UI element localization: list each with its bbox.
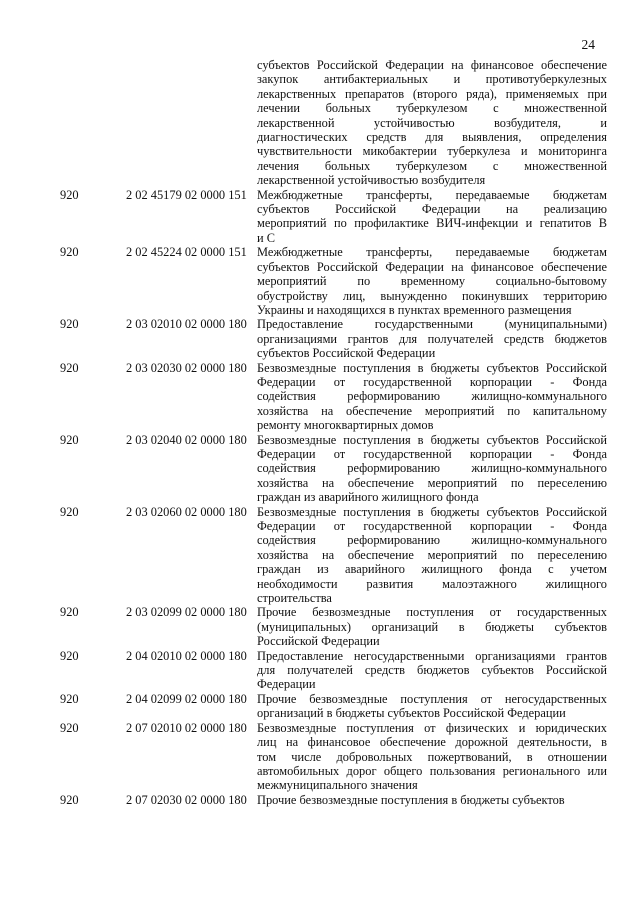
description-line: Прочие безвозмездные поступления от негосударственных bbox=[257, 691, 607, 706]
budget-classification-code: 2 04 02010 02 0000 180 bbox=[126, 648, 247, 663]
revenue-description bbox=[257, 188, 607, 246]
description-line: субъектов Российской Федерации на финансовое обеспечение bbox=[257, 259, 607, 274]
description-line: Российской Федерации bbox=[257, 634, 380, 649]
table-row bbox=[0, 188, 640, 246]
description-line: Предоставление государственными (муниципальными) bbox=[257, 317, 607, 332]
table-row bbox=[0, 317, 640, 360]
description-line: Безвозмездные поступления в бюджеты субъектов Российской bbox=[257, 504, 607, 519]
description-line: ремонту многоквартирных домов bbox=[257, 418, 434, 433]
description-line: закупок антибактериальных и противотуберкулезных bbox=[257, 72, 607, 87]
budget-classification-code: 2 03 02099 02 0000 180 bbox=[126, 605, 247, 620]
revenue-description bbox=[257, 433, 607, 505]
revenue-description bbox=[257, 721, 607, 793]
description-line: лечения больных туберкулезом с множественной bbox=[257, 158, 607, 173]
page-number: 24 bbox=[581, 37, 595, 52]
table-row bbox=[0, 433, 640, 505]
description-line: Межбюджетные трансферты, передаваемые бюджетам bbox=[257, 187, 607, 202]
description-line: и С bbox=[257, 230, 275, 245]
description-line: мероприятий по временному социально-бытовому bbox=[257, 274, 607, 289]
budget-classification-code: 2 02 45179 02 0000 151 bbox=[126, 187, 247, 202]
description-line: для получателей средств бюджетов субъектов Российской bbox=[257, 663, 607, 678]
description-line: том числе добровольных пожертвований, в отношении bbox=[257, 749, 607, 764]
table-row bbox=[0, 361, 640, 433]
description-line: Предоставление негосударственными организациями грантов bbox=[257, 648, 607, 663]
description-line: содействия реформированию жилищно-коммунального bbox=[257, 389, 607, 404]
budget-code-table bbox=[0, 58, 640, 807]
revenue-description bbox=[257, 361, 607, 433]
description-line: Безвозмездные поступления в бюджеты субъектов Российской bbox=[257, 432, 607, 447]
description-line: лиц на финансовое обеспечение дорожной деятельности, в bbox=[257, 735, 607, 750]
description-line: (муниципальных) организаций в бюджеты субъектов bbox=[257, 619, 607, 634]
description-line: Прочие безвозмездные поступления в бюджеты субъектов bbox=[257, 792, 565, 807]
revenue-description bbox=[257, 317, 607, 360]
revenue-description bbox=[257, 793, 607, 807]
table-row bbox=[0, 793, 640, 807]
budget-classification-code: 2 07 02030 02 0000 180 bbox=[126, 792, 247, 807]
description-line: Федерации от государственной корпорации - Фонда bbox=[257, 446, 607, 461]
table-row bbox=[0, 605, 640, 648]
description-line: Безвозмездные поступления от физических и юридических bbox=[257, 720, 607, 735]
description-line: лекарственной устойчивостью возбудителя bbox=[257, 173, 486, 188]
description-line: субъектов Российской Федерации на финансовое обеспечение bbox=[257, 58, 607, 72]
admin-code: 920 bbox=[60, 691, 79, 706]
budget-classification-code: 2 03 02030 02 0000 180 bbox=[126, 360, 247, 375]
admin-code: 920 bbox=[60, 605, 79, 620]
admin-code: 920 bbox=[60, 792, 79, 807]
description-line: лекарственных препаратов (второго ряда), применяемых при bbox=[257, 86, 607, 101]
table-row bbox=[0, 721, 640, 793]
revenue-description bbox=[257, 505, 607, 606]
admin-code: 920 bbox=[60, 504, 79, 519]
budget-classification-code: 2 03 02010 02 0000 180 bbox=[126, 317, 247, 332]
description-line: Федерации от государственной корпорации - Фонда bbox=[257, 519, 607, 533]
description-line: автомобильных дорог общего пользования регионального или bbox=[257, 763, 607, 778]
budget-classification-code: 2 07 02010 02 0000 180 bbox=[126, 720, 247, 735]
budget-classification-code: 2 02 45224 02 0000 151 bbox=[126, 245, 247, 260]
description-line: Прочие безвозмездные поступления от государственных bbox=[257, 605, 607, 620]
description-line: содействия реформированию жилищно-коммунального bbox=[257, 533, 607, 548]
description-line: необходимости развития малоэтажного жилищного bbox=[257, 576, 607, 591]
admin-code: 920 bbox=[60, 360, 79, 375]
table-row bbox=[0, 649, 640, 692]
description-line: обустройству лиц, вынужденно покинувших территорию bbox=[257, 288, 607, 303]
admin-code: 920 bbox=[60, 720, 79, 735]
description-line: хозяйства на обеспечение мероприятий по капитальному bbox=[257, 403, 607, 418]
description-line: лекарственной устойчивостью возбудителя, и bbox=[257, 115, 607, 130]
revenue-description bbox=[257, 649, 607, 692]
admin-code: 920 bbox=[60, 245, 79, 260]
description-line: организаций в бюджеты субъектов Российской Федерации bbox=[257, 706, 566, 721]
revenue-description bbox=[257, 605, 607, 648]
table-row bbox=[0, 245, 640, 317]
table-row bbox=[0, 58, 640, 188]
description-line: граждан из аварийного жилищного фонда с учетом bbox=[257, 562, 607, 577]
budget-classification-code: 2 03 02060 02 0000 180 bbox=[126, 504, 247, 519]
description-line: Безвозмездные поступления в бюджеты субъектов Российской bbox=[257, 360, 607, 375]
admin-code: 920 bbox=[60, 432, 79, 447]
revenue-description bbox=[257, 692, 607, 721]
description-line: межмуниципального значения bbox=[257, 778, 418, 793]
description-line: организациями грантов для получателей средств бюджетов bbox=[257, 331, 607, 346]
table-row bbox=[0, 505, 640, 606]
description-line: граждан из аварийного жилищного фонда bbox=[257, 490, 479, 505]
description-line: строительства bbox=[257, 591, 332, 606]
description-line: Федерации от государственной корпорации - Фонда bbox=[257, 374, 607, 389]
description-line: содействия реформированию жилищно-коммунального bbox=[257, 461, 607, 476]
description-line: Межбюджетные трансферты, передаваемые бюджетам bbox=[257, 245, 607, 260]
admin-code: 920 bbox=[60, 317, 79, 332]
description-line: субъектов Российской Федерации bbox=[257, 346, 436, 361]
description-line: хозяйства на обеспечение мероприятий по переселению bbox=[257, 547, 607, 562]
revenue-description bbox=[257, 245, 607, 317]
description-line: диагностических средств для выявления, определения bbox=[257, 130, 607, 145]
description-line: субъектов Российской Федерации на реализацию bbox=[257, 202, 607, 217]
budget-classification-code: 2 04 02099 02 0000 180 bbox=[126, 691, 247, 706]
description-line: мероприятий по профилактике ВИЧ-инфекции и гепатитов В bbox=[257, 216, 607, 231]
description-line: Федерации bbox=[257, 677, 316, 692]
budget-classification-code: 2 03 02040 02 0000 180 bbox=[126, 432, 247, 447]
admin-code: 920 bbox=[60, 187, 79, 202]
table-row bbox=[0, 692, 640, 721]
admin-code: 920 bbox=[60, 648, 79, 663]
revenue-description bbox=[257, 58, 607, 188]
description-line: чувствительности микобактерии туберкулеза и мониторинга bbox=[257, 144, 607, 159]
description-line: Украины и находящихся в пунктах временного размещения bbox=[257, 302, 572, 317]
description-line: хозяйства на обеспечение мероприятий по переселению bbox=[257, 475, 607, 490]
description-line: лечении больных туберкулезом с множественной bbox=[257, 101, 607, 116]
